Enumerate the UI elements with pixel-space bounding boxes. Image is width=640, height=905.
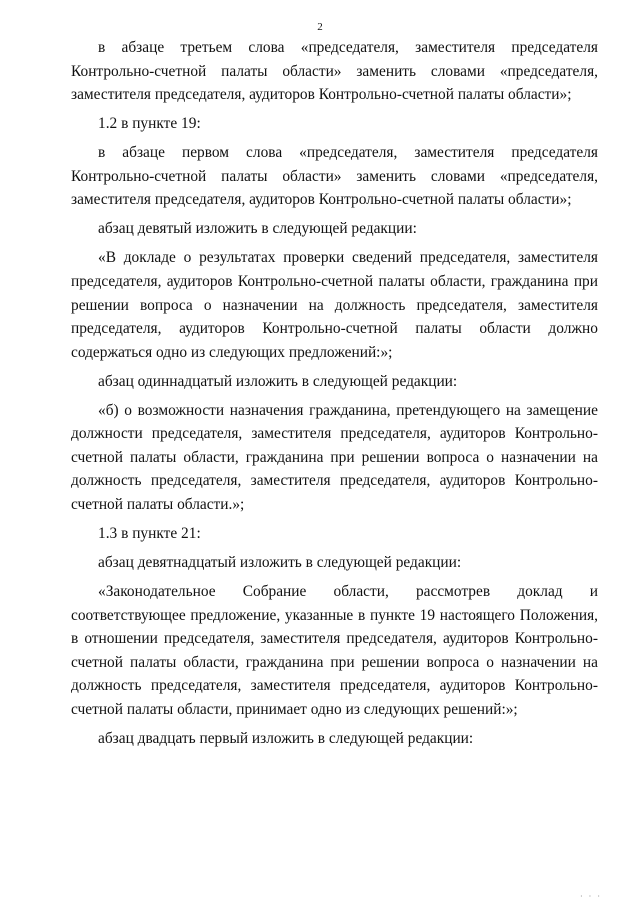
paragraph-10: «Законодательное Собрание области, рассмотрев доклад и соответствующее предложение, указанные в пункте 19 настоящего Положения, в отношении председателя, заместителя председателя, аудиторов Контрольно-счетной палаты области, гражданина при решении вопроса о назначении на должность председателя, заместителя председателя, аудиторов Контрольно-счетной палаты области, принимает одно из следующих решений:»; — [71, 582, 598, 718]
paragraph-11: абзац двадцать первый изложить в следующей редакции: — [98, 729, 474, 747]
paragraph-7: «б) о возможности назначения гражданина, претендующего на замещение должности председателя, заместителя председателя, аудиторов Контрольно-счетной палаты области, гражданина при решении вопроса о назначении на должность председателя, заместителя председателя, аудиторов Контрольно-счетной палаты области.»; — [71, 401, 598, 514]
paragraph-5: «В докладе о результатах проверки сведений председателя, заместителя председателя, аудиторов Контрольно-счетной палаты области, гражданина при решении вопроса о назначении на должность председателя, заместителя председателя, аудиторов Контрольно-счетной палаты области должно содержаться одно из следующих предложений:»; — [71, 249, 598, 361]
paragraph-8: 1.3 в пункте 21: — [98, 525, 201, 543]
paragraph-4: абзац девятый изложить в следующей редакции: — [98, 220, 417, 238]
document-body — [71, 36, 598, 756]
scan-artifact-mark: · · · — [580, 892, 602, 901]
paragraph-1: в абзаце третьем слова «председателя, заместителя председателя Контрольно-счетной палаты области» заменить словами «председателя, заместителя председателя, аудиторов Контрольно-счетной палаты области»; — [71, 39, 598, 104]
page-number: 2 — [317, 21, 323, 33]
paragraph-3: в абзаце первом слова «председателя, заместителя председателя Контрольно-счетной палаты области» заменить словами «председателя, заместителя председателя, аудиторов Контрольно-счетной палаты области»; — [71, 144, 598, 209]
paragraph-6: абзац одиннадцатый изложить в следующей редакции: — [98, 372, 458, 390]
paragraph-9: абзац девятнадцатый изложить в следующей редакции: — [98, 554, 462, 571]
paragraph-2: 1.2 в пункте 19: — [98, 115, 201, 133]
